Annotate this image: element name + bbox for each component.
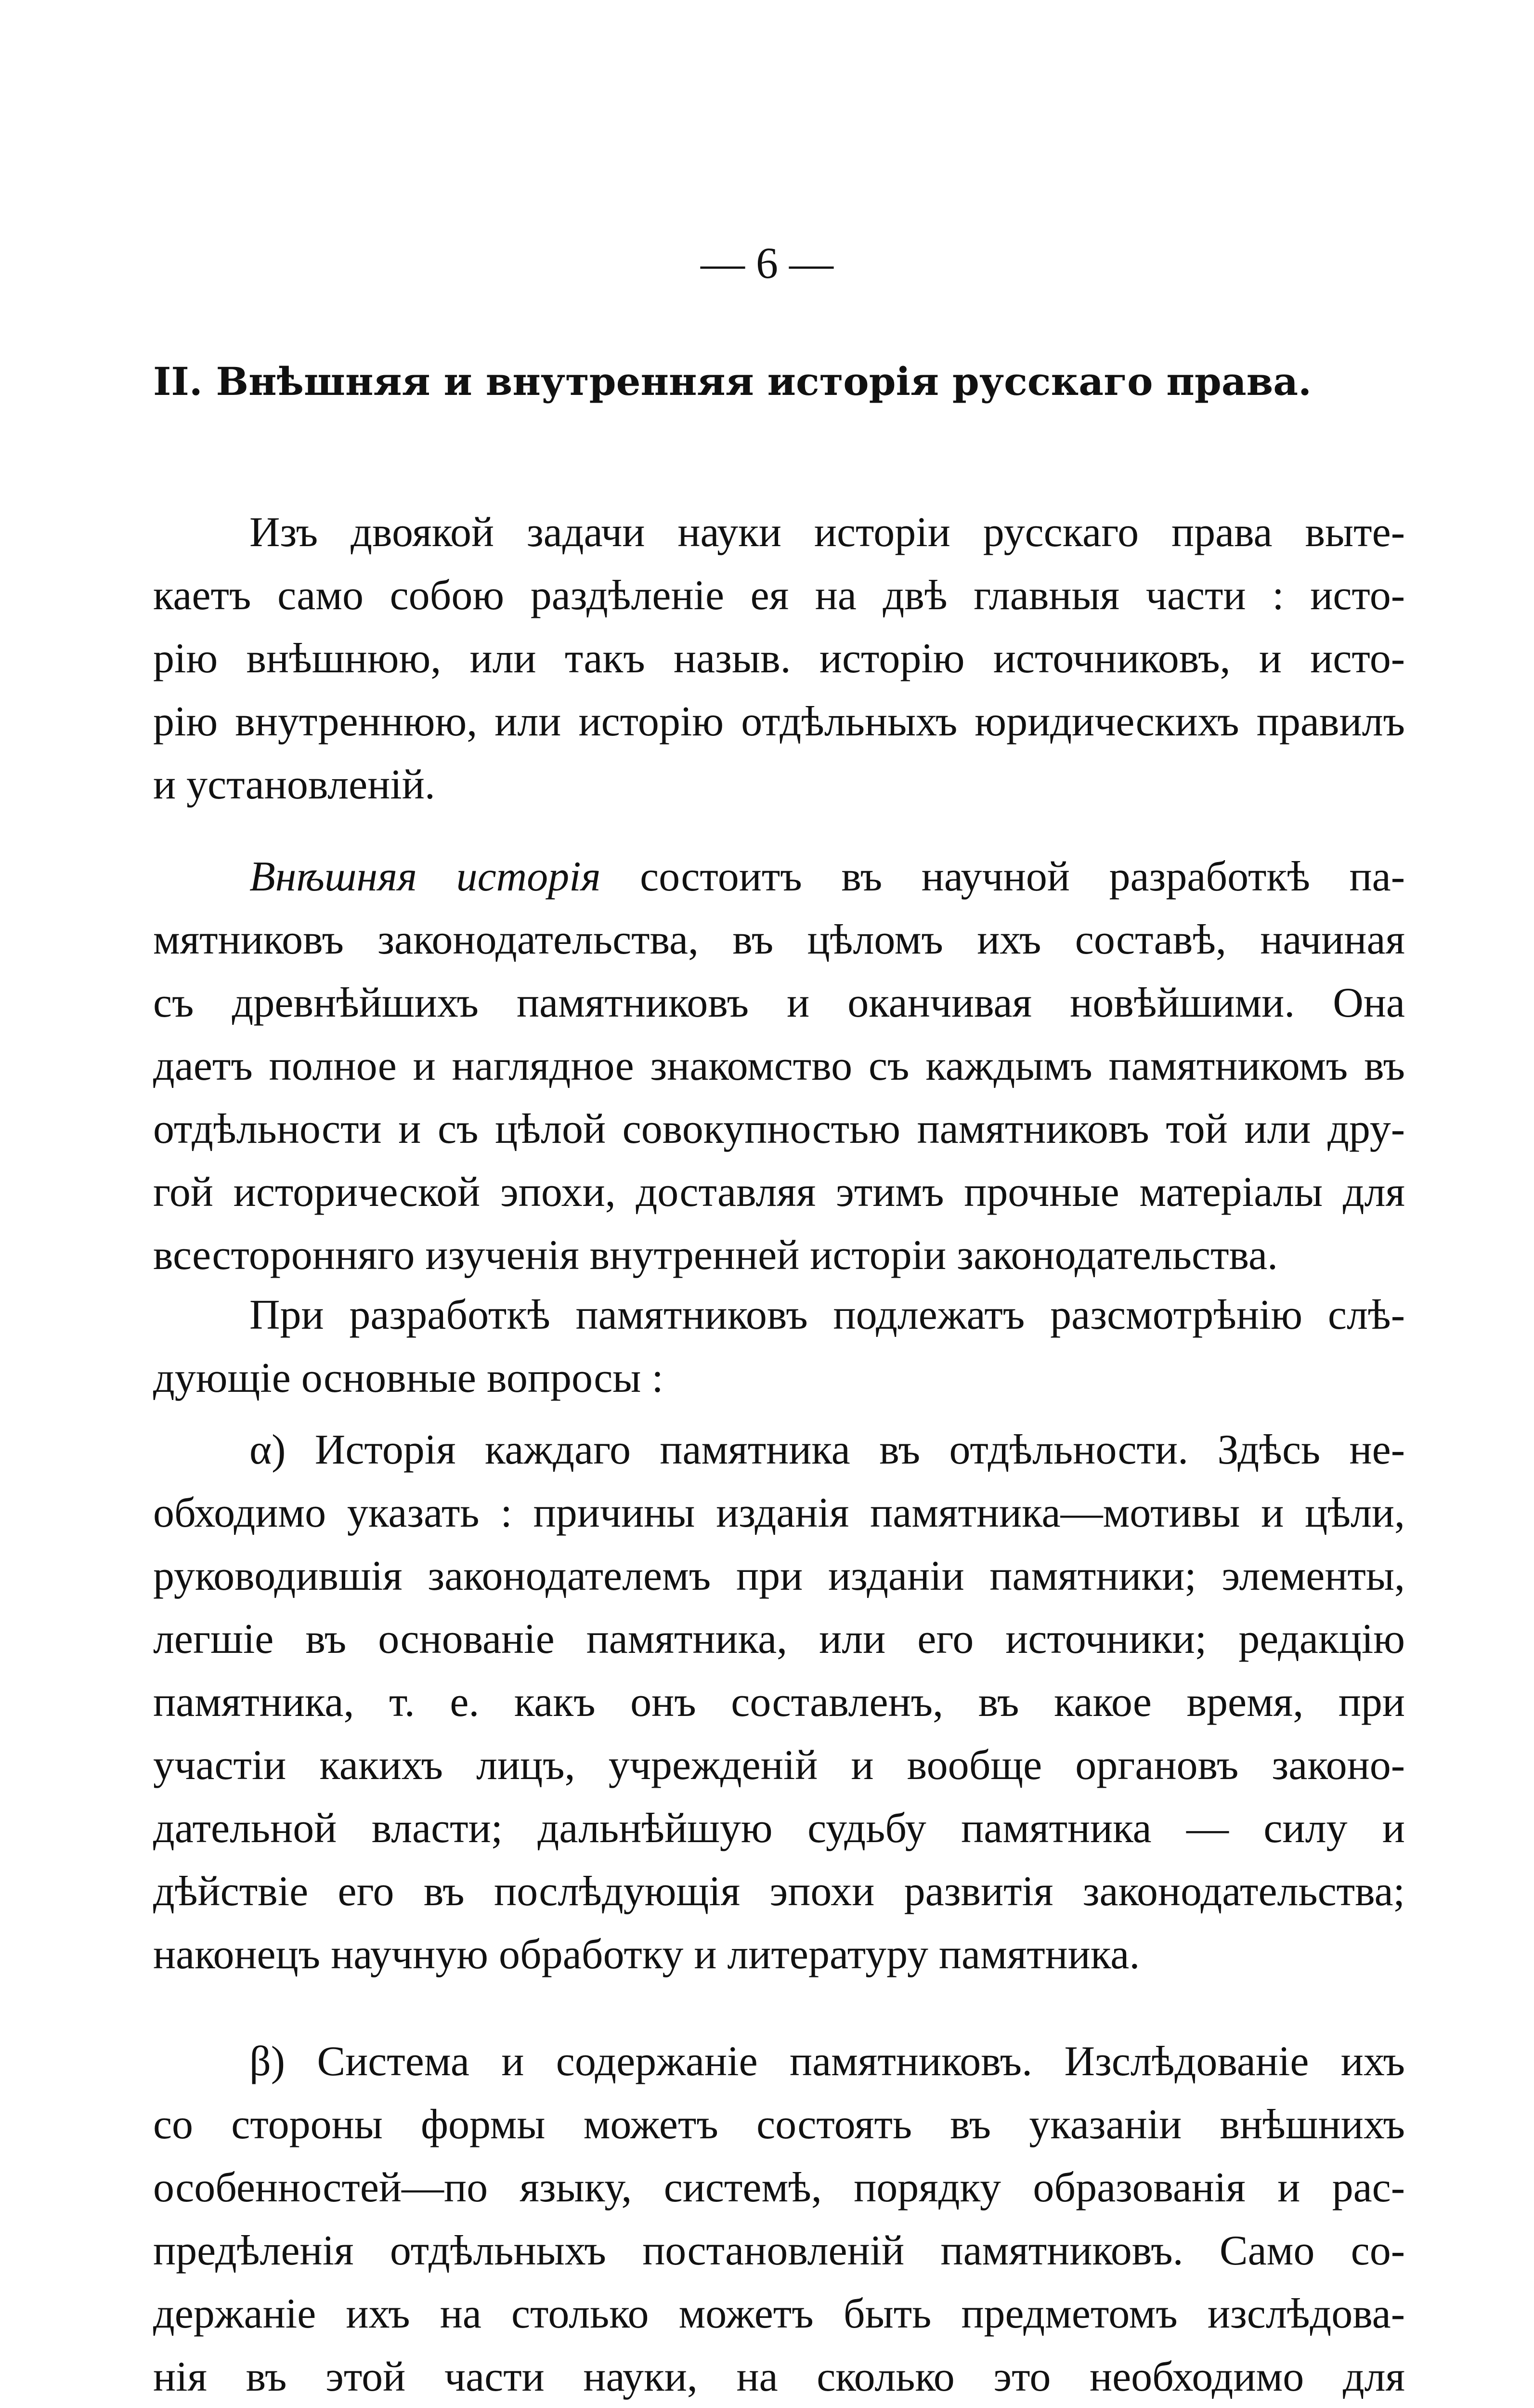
section-heading: II. Внѣшняя и внутренняя исторія русскаго права. xyxy=(153,359,1312,404)
text-line: наконецъ научную обработку и литературу памятника. xyxy=(153,1931,1140,1978)
page-number: — 6 — xyxy=(701,238,833,288)
text-line: каетъ само собою раздѣленіе ея на двѣ главныя части : исто- xyxy=(153,572,1405,619)
paragraph-beta xyxy=(153,2030,1405,2408)
text-line: особенностей—по языку, системѣ, порядку образованія и рас- xyxy=(153,2164,1405,2211)
text-line: дательной власти; дальнѣйшую судьбу памятника — силу и xyxy=(153,1805,1405,1852)
text-line: Изъ двоякой задачи науки исторіи русскаго права выте- xyxy=(249,509,1405,556)
paragraph-alpha xyxy=(153,1418,1405,1986)
text-line: гой исторической эпохи, доставляя этимъ прочные матеріалы для xyxy=(153,1169,1405,1216)
text-line: дѣйствіе его въ послѣдующія эпохи развитія законодательства; xyxy=(153,1868,1405,1915)
text-line: отдѣльности и съ цѣлой совокупностью памятниковъ той или дру- xyxy=(153,1106,1405,1152)
text-line: При разработкѣ памятниковъ подлежатъ разсмотрѣнію слѣ- xyxy=(249,1292,1405,1338)
text-line: съ древнѣйшихъ памятниковъ и оканчивая новѣйшими. Она xyxy=(153,980,1405,1026)
text-line: даетъ полное и наглядное знакомство съ каждымъ памятникомъ въ xyxy=(153,1043,1405,1089)
text-line: всесторонняго изученія внутренней исторіи законодательства. xyxy=(153,1232,1278,1279)
text-line: дующіе основные вопросы : xyxy=(153,1355,663,1401)
text-line: мятниковъ законодательства, въ цѣломъ ихъ составѣ, начиная xyxy=(153,916,1405,963)
text-line: β) Система и содержаніе памятниковъ. Изслѣдованіе ихъ xyxy=(249,2038,1405,2085)
text-line: рію внѣшнюю, или такъ назыв. исторію источниковъ, и исто- xyxy=(153,635,1405,682)
text-line: легшіе въ основаніе памятника, или его источники; редакцію xyxy=(153,1616,1405,1662)
text-line: и установленій. xyxy=(153,761,435,808)
text-line: памятника, т. е. какъ онъ составленъ, въ какое время, при xyxy=(153,1679,1405,1726)
text-line: участіи какихъ лицъ, учрежденій и вообще органовъ законо- xyxy=(153,1742,1405,1789)
line-remainder: состоитъ въ научной разработкѣ па- xyxy=(640,853,1405,900)
italic-term: Внѣшняя исторія xyxy=(249,853,601,900)
text-line: со стороны формы можетъ состоять въ указаніи внѣшнихъ xyxy=(153,2101,1405,2148)
text-line: руководившія законодателемъ при изданіи памятники; элементы, xyxy=(153,1553,1405,1599)
text-line: держаніе ихъ на столько можетъ быть предметомъ изслѣдова- xyxy=(153,2290,1405,2337)
text-line: нія въ этой части науки, на сколько это необходимо для xyxy=(153,2354,1405,2400)
paragraph-3 xyxy=(153,1283,1405,1410)
text-line xyxy=(153,845,1405,908)
text-line: предѣленія отдѣльныхъ постановленій памятниковъ. Само со- xyxy=(153,2227,1405,2274)
text-line: α) Исторія каждаго памятника въ отдѣльности. Здѣсь не- xyxy=(249,1426,1405,1473)
text-line: обходимо указать : причины изданія памятника—мотивы и цѣли, xyxy=(153,1490,1405,1536)
text-line: рію внутреннюю, или исторію отдѣльныхъ юридическихъ правилъ xyxy=(153,698,1405,745)
paragraph-2 xyxy=(153,845,1405,1287)
paragraph-1 xyxy=(153,501,1405,816)
